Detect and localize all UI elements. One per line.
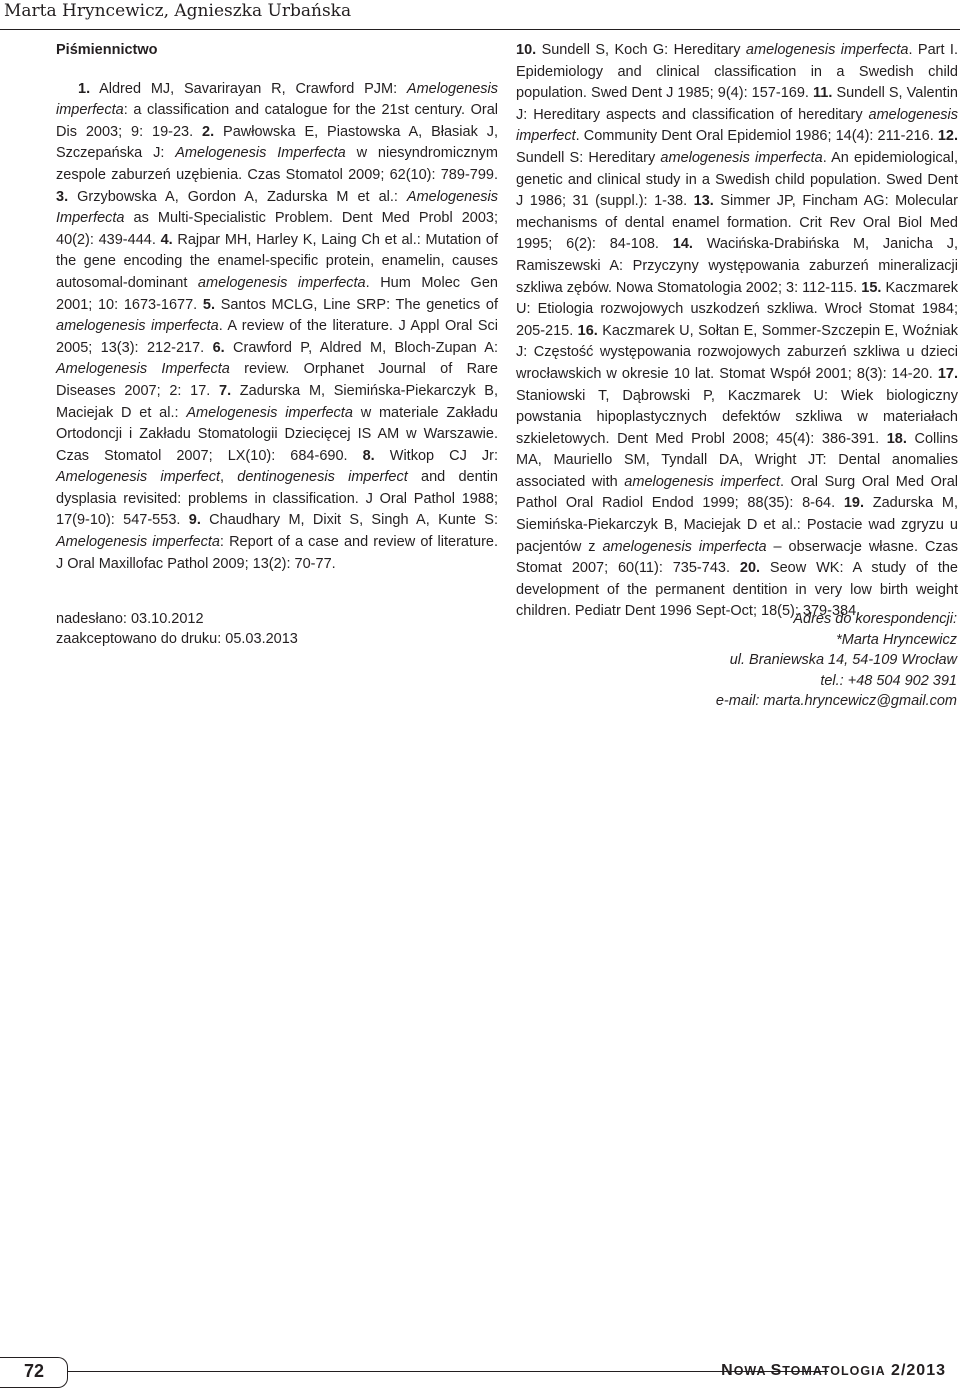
address-name: *Marta Hryncewicz xyxy=(836,631,957,648)
reference-text: . A review of the literature. J Appl Oral Sci 2005; 13(3): 212-217. xyxy=(56,318,498,356)
reference-text: as Multi-Specialistic Problem. Dent Med Probl 2003; 40(2): 439-444. xyxy=(56,210,498,248)
journal-initial-n: N xyxy=(721,1362,734,1379)
reference-text: : a classification and catalogue for the 21st century. Oral Dis 2003; 9: 19-23. xyxy=(56,102,498,140)
reference-text: w niesyndromicznym zespole zaburzeń uzębienia. Czas Stomatol 2009; 62(10): 789-799. xyxy=(56,145,498,183)
received-date: nadesłano: 03.10.2012 xyxy=(56,611,204,627)
reference-number: 1. xyxy=(78,80,91,97)
page-number: 72 xyxy=(24,1361,45,1381)
reference-text: Amelogenesis imperfecta xyxy=(56,80,498,119)
reference-text: Santos MCLG, Line SRP: The genetics of xyxy=(215,296,498,313)
reference-text: , xyxy=(219,469,238,486)
reference-text: Amelogenesis Imperfecta xyxy=(56,188,498,227)
reference-text: . Oral Surg Oral Med Oral Pathol Oral Radiol Endod 1999; 88(35): 8-64. xyxy=(516,473,958,512)
reference-text: amelogenesis imperfecta xyxy=(602,538,767,555)
journal-word-owa: OWA xyxy=(733,1364,771,1378)
reference-text: Zadurska M, Siemińska-Piekarczyk B, Maciejak D et al.: xyxy=(56,382,498,421)
reference-number: 15. xyxy=(861,279,882,296)
accepted-date: zaakceptowano do druku: 05.03.2013 xyxy=(56,631,298,647)
journal-name xyxy=(721,1362,946,1380)
reference-text: . Community Dent Oral Epidemiol 1986; 14(4): 211-216. xyxy=(575,128,938,145)
reference-text: Chaudhary M, Dixit S, Singh A, Kunte S: xyxy=(200,512,498,529)
reference-text: Rajpar MH, Harley K, Laing Ch et al.: Mutation of the gene encoding the enamel-specific protein, enamelin, causes autosomal-dominant xyxy=(56,231,498,291)
reference-text: and dentin dysplasia revisited: problems in classification. J Oral Pathol 1988; 17(9-10): 547-553. xyxy=(56,469,498,529)
page-number-box xyxy=(0,1357,68,1388)
reference-text: amelogenesis imperfecta xyxy=(745,42,909,58)
page-footer xyxy=(0,1357,960,1388)
reference-number: 14. xyxy=(672,236,693,253)
address-street: ul. Braniewska 14, 54-109 Wrocław xyxy=(729,652,957,668)
reference-text: Staniowski T, Dąbrowski P, Kaczmarek U: Wiek biologiczny powstania hipoplastycznych defektów szkliwa w materiałach szkieletowych. Dent Med Probl 2008; 45(4): 386-391. xyxy=(516,387,958,447)
references-text-part-2 xyxy=(516,40,958,623)
reference-text: w materiale Zakładu Ortodoncji i Zakładu Stomatologii Dziecięcej IS AM w Warszawie. Czas Stomatol 2007; LX(10): 684-690. xyxy=(56,404,498,464)
journal-initial-s: S xyxy=(770,1362,783,1379)
journal-issue: 2/2013 xyxy=(885,1362,946,1379)
reference-number: 19. xyxy=(843,495,865,512)
reference-text: Sundell S, Valentin J: Hereditary aspects and classification of hereditary xyxy=(516,85,958,123)
reference-text: Amelogenesis imperfecta xyxy=(186,404,353,421)
reference-item xyxy=(516,323,958,382)
references-text-part-1 xyxy=(56,79,498,576)
references-column-left xyxy=(56,40,498,575)
reference-number: 9. xyxy=(188,512,201,529)
address-phone: tel.: +48 504 902 391 xyxy=(820,672,957,689)
reference-text: . Hum Molec Gen 2001; 10: 1673-1677. xyxy=(56,274,498,313)
reference-text: Wacińska-Drabińska M, Janicha J, Ramiszewski A: Przyczyny występowania zaburzeń mineralizacji szkliwa zębów. Nowa Stomatologia 2002; 3: 112-115. xyxy=(516,236,958,296)
reference-number: 11. xyxy=(813,85,833,102)
reference-number: 17. xyxy=(937,365,958,382)
reference-text: amelogenesis imperfecta xyxy=(197,274,366,291)
reference-number: 10. xyxy=(516,42,537,58)
header-rule xyxy=(0,29,960,30)
address-heading: Adres do korespondencji: xyxy=(793,611,957,627)
reference-number: 6. xyxy=(212,339,225,356)
reference-text: Seow WK: A study of the development of the permanent dentition in very low birth weight children. Pediatr Dent 1996 Sept-Oct; 18(5): 379-384. xyxy=(516,560,958,620)
reference-text: amelogenesis imperfect xyxy=(624,473,780,490)
reference-number: 16. xyxy=(577,322,598,339)
reference-text: amelogenesis imperfecta xyxy=(56,318,219,335)
reference-text: Amelogenesis Imperfecta xyxy=(175,145,346,162)
references-column-right xyxy=(516,40,958,623)
reference-number: 2. xyxy=(202,123,215,140)
reference-number: 13. xyxy=(693,193,714,210)
reference-text: Witkop CJ Jr: xyxy=(374,447,499,464)
reference-text: Amelogenesis Imperfecta xyxy=(56,361,230,378)
reference-text: Kaczmarek U: Etiologia rozwojowych uszkodzeń szkliwa. Wrocł Stomat 1984; 205-215. xyxy=(516,279,958,339)
reference-text: amelogenesis imperfecta xyxy=(660,149,823,166)
footer-rule xyxy=(68,1371,828,1372)
reference-number: 5. xyxy=(202,296,215,313)
reference-text: Collins MA, Mauriello SM, Tyndall DA, Wright JT: Dental anomalies associated with xyxy=(516,430,958,490)
reference-text: Simmer JP, Fincham AG: Molecular mechanisms of dental enamel formation. Crit Rev Oral Biol Med 1995; 6(2): 84-108. xyxy=(516,193,958,253)
address-email: e-mail: marta.hryncewicz@gmail.com xyxy=(715,693,957,709)
reference-text: – obserwacje własne. Czas Stomat 2007; 60(11): 735-743. xyxy=(516,538,958,577)
reference-text: Grzybowska A, Gordon A, Zadurska M et al.: xyxy=(68,188,407,205)
reference-text: Kaczmarek U, Sołtan E, Sommer-Szczepin E, Woźniak J: Częstość występowania rozwojowych zaburzeń szkliwa u dzieci wrocławskich w okresie 10 lat. Stomat Współ 2001; 8(3): 14-20. xyxy=(516,322,958,382)
section-title: Piśmiennictwo xyxy=(56,42,158,58)
journal-word-tomatologia: TOMATOLOGIA xyxy=(782,1364,886,1378)
reference-text: . An epidemiological, genetic and clinical study in a Swedish child population. Swed Dent J 1986; 31 (suppl.): 1-38. xyxy=(516,149,958,210)
reference-text: Sundell S: Hereditary xyxy=(516,149,661,166)
reference-number: 7. xyxy=(219,382,232,399)
reference-text: Sundell S, Koch G: Hereditary xyxy=(536,42,746,58)
page-header xyxy=(0,0,960,30)
reference-text: Zadurska M, Siemińska-Piekarczyk B, Maciejak D et al.: Postacie wad zgryzu u pacjentów z xyxy=(516,495,958,555)
reference-text: Amelogenesis imperfecta xyxy=(56,534,220,551)
header-authors: Marta Hryncewicz, Agnieszka Urbańska xyxy=(4,1,352,21)
reference-text: Crawford P, Aldred M, Bloch-Zupan A: xyxy=(224,339,498,356)
reference-number: 4. xyxy=(160,231,173,248)
reference-text: review. Orphanet Journal of Rare Diseases 2007; 2: 17. xyxy=(56,361,498,399)
reference-number: 8. xyxy=(362,447,375,464)
reference-number: 12. xyxy=(937,128,958,145)
reference-text: : Report of a case and review of literature. J Oral Maxillofac Pathol 2009; 13(2): 70-77. xyxy=(56,534,498,572)
reference-text: . Part I. Epidemiology and clinical classification in a Swedish child population. Swed Dent J 1985; 9(4): 157-169. xyxy=(516,42,958,102)
reference-number: 3. xyxy=(56,188,69,205)
reference-text: Pawłowska E, Piastowska A, Błasiak J, Szczepańska J: xyxy=(56,123,498,162)
reference-text: Aldred MJ, Savarirayan R, Crawford PJM: xyxy=(90,80,407,97)
reference-number: 20. xyxy=(739,560,761,577)
reference-text: dentinogenesis imperfect xyxy=(237,469,408,486)
reference-text: amelogenesis imperfect xyxy=(516,106,958,145)
submission-info xyxy=(56,609,298,649)
correspondence-address xyxy=(716,609,957,712)
reference-number: 18. xyxy=(886,430,907,447)
reference-text: Amelogenesis imperfect xyxy=(56,469,220,486)
